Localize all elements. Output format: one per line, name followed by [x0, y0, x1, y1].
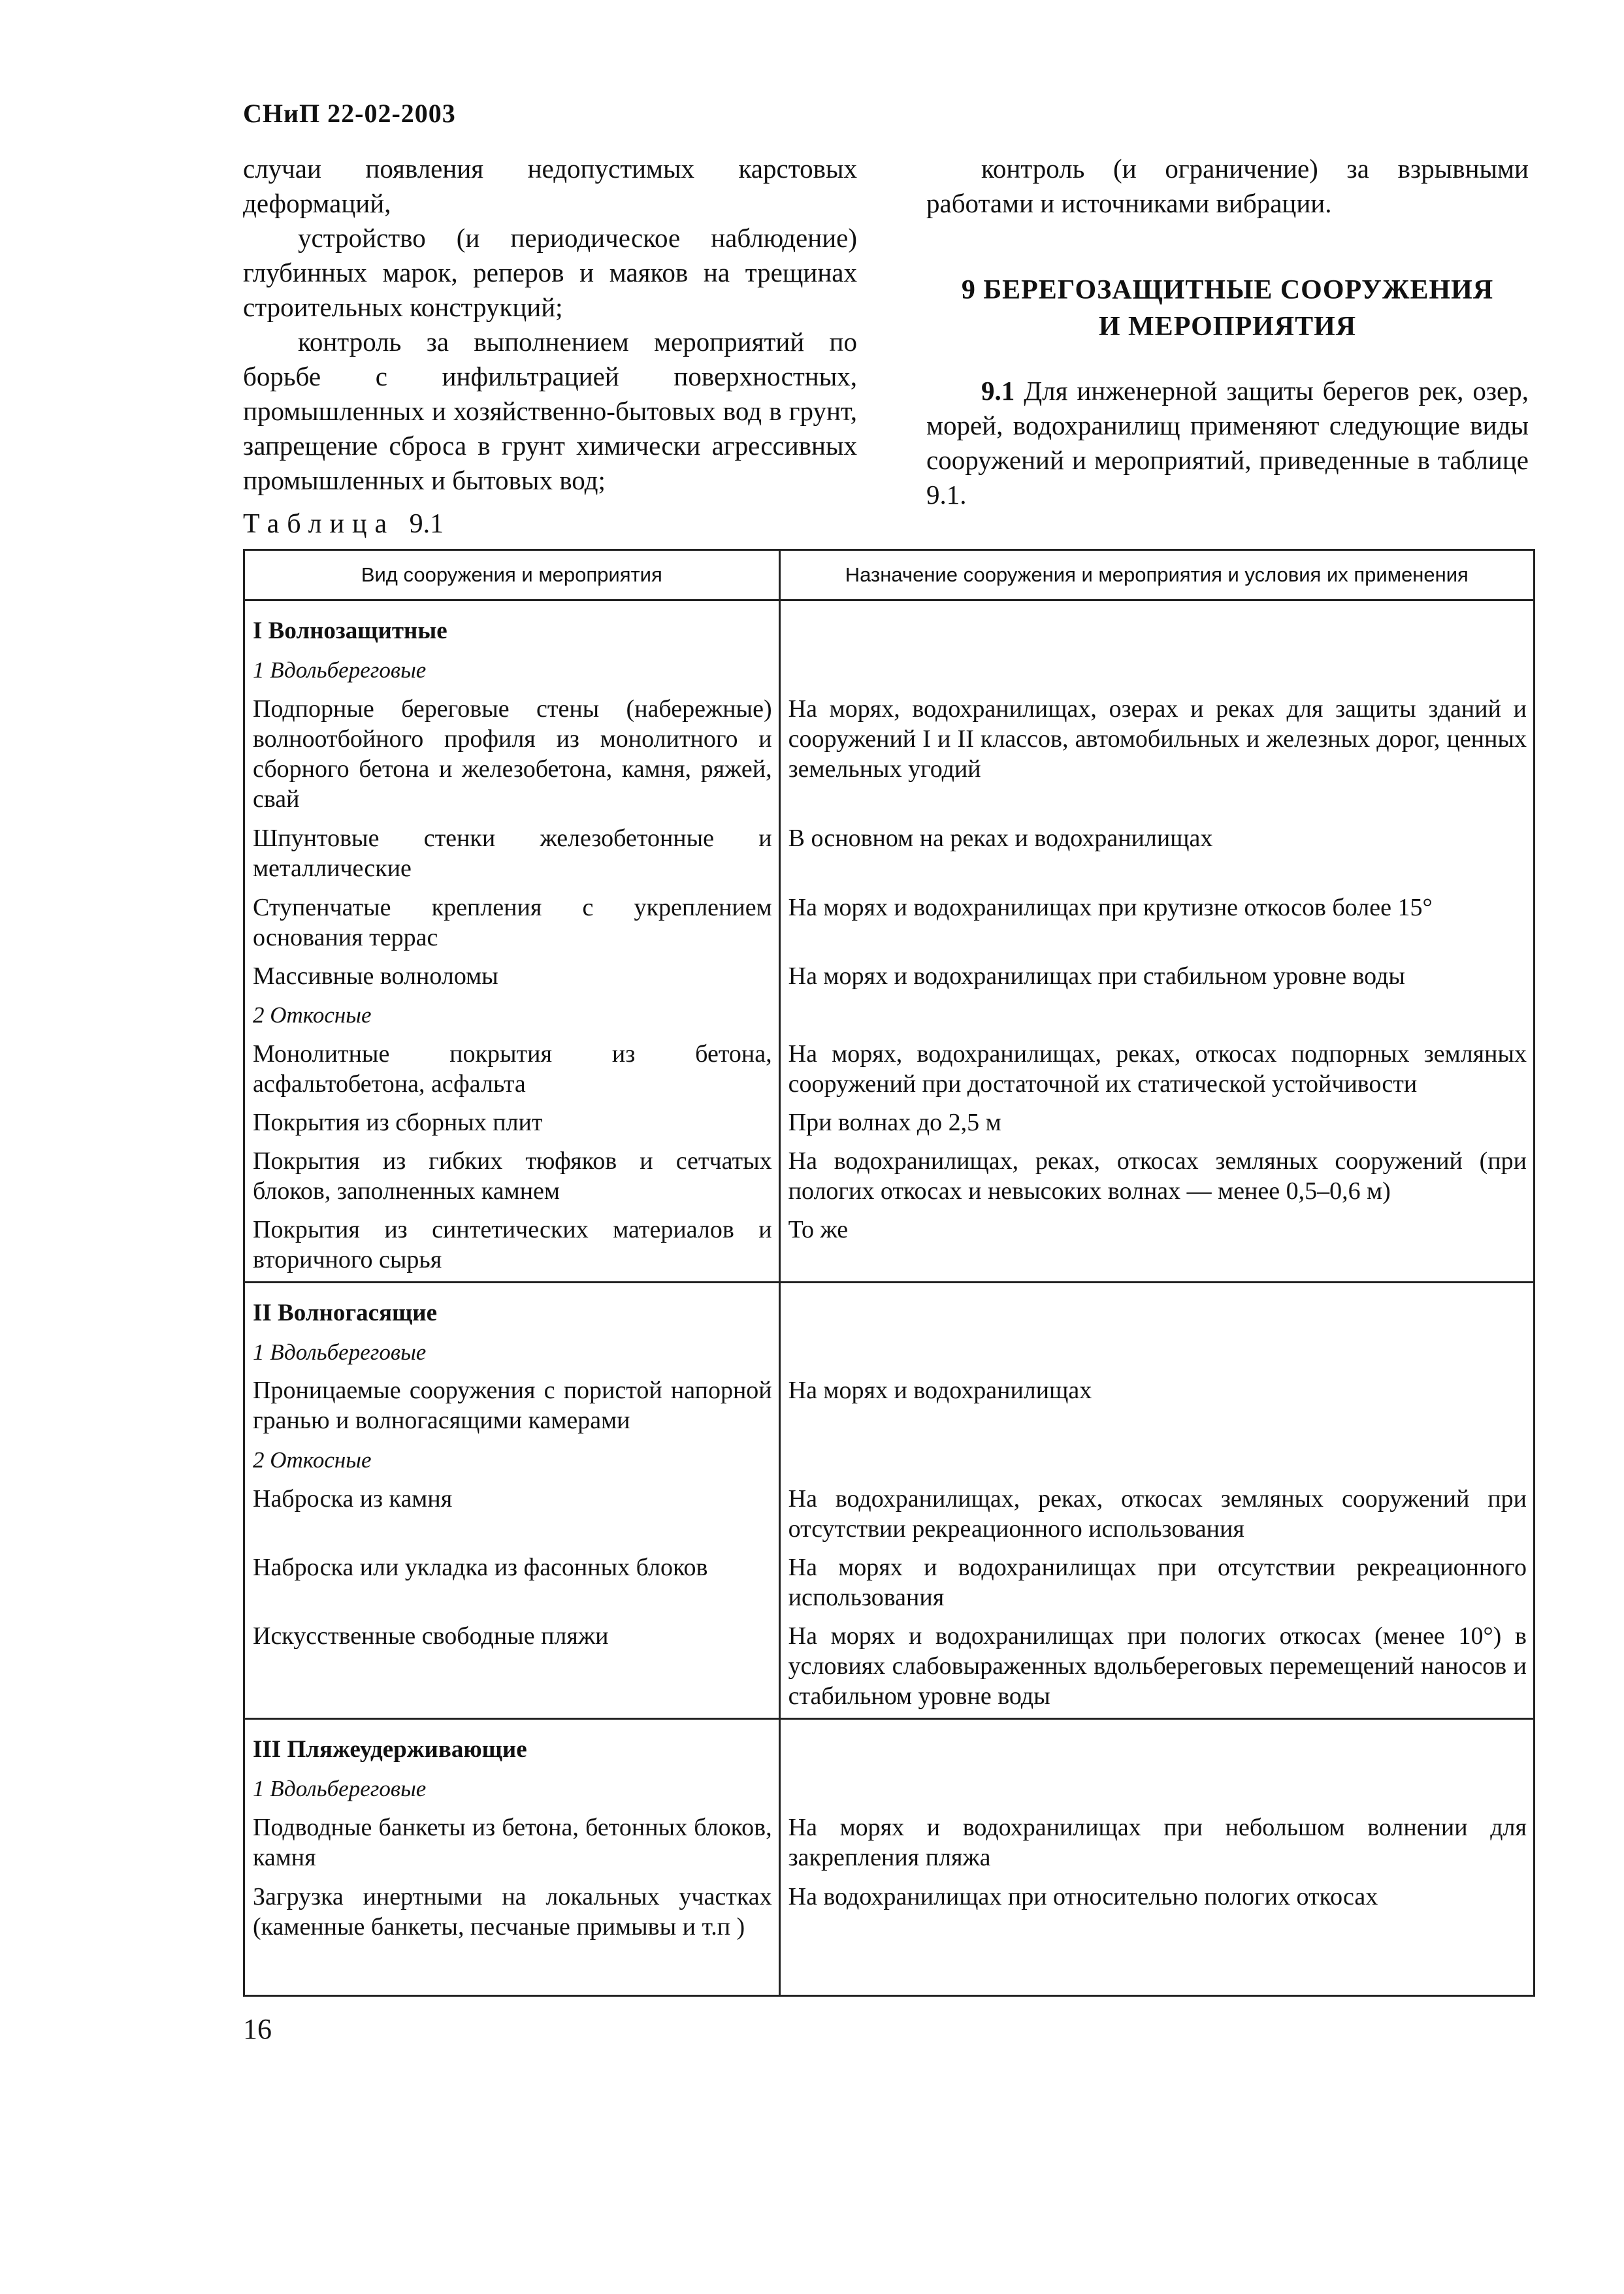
table-caption-word: Таблица	[243, 509, 395, 539]
purpose-cell: На водохранилищах, реках, откосах земляных сооружений при отсутствии рекреационного использования	[779, 1481, 1534, 1550]
group-row	[244, 1282, 1535, 1334]
purpose-cell: На морях и водохранилищах при небольшом волнении для закрепления пляжа	[779, 1810, 1534, 1878]
paragraph: контроль за выполнением мероприятий по борьбе с инфильтрацией поверхностных, промышленных и хозяйственно-бытовых вод в грунт, запрещение сброса в грунт химически агрессивных промышленных и бытовых вод;	[243, 327, 857, 495]
left-text-column	[243, 152, 857, 498]
subgroup-row	[244, 997, 1535, 1036]
structure-type-cell	[244, 1481, 780, 1550]
empty-cell	[779, 1948, 1534, 1996]
table-row	[244, 821, 1535, 889]
subgroup-row	[244, 1334, 1535, 1373]
structure-type-cell	[244, 890, 780, 959]
structure-type: Подводные банкеты из бетона, бетонных блоков, камня	[253, 1814, 772, 1872]
empty-cell	[244, 1948, 780, 1996]
purpose-cell	[779, 1334, 1534, 1373]
table-body	[244, 600, 1535, 1996]
subgroup-row	[244, 652, 1535, 691]
structure-type-cell	[244, 691, 780, 821]
structure-type-cell	[244, 600, 780, 653]
column-header: Назначение сооружения и мероприятия и условия их применения	[779, 550, 1534, 600]
table-row	[244, 959, 1535, 997]
structure-type: Ступенчатые крепления с укреплением основания террас	[253, 893, 772, 951]
purpose-cell: То же	[779, 1212, 1534, 1282]
table-row	[244, 1212, 1535, 1282]
table-row	[244, 1036, 1535, 1105]
clause-9-1	[926, 374, 1529, 512]
structure-type-cell	[244, 1212, 780, 1282]
structure-type-cell	[244, 652, 780, 691]
structure-type: Покрытия из гибких тюфяков и сетчатых блоков, заполненных камнем	[253, 1147, 772, 1205]
subgroup-title: 2 Откосные	[253, 1447, 372, 1473]
structure-type-cell	[244, 1282, 780, 1334]
column-header: Вид сооружения и мероприятия	[244, 550, 780, 600]
structure-type-cell	[244, 1143, 780, 1212]
structure-type: Массивные волноломы	[253, 962, 498, 991]
purpose-cell	[779, 652, 1534, 691]
purpose-cell	[779, 1719, 1534, 1771]
purpose-cell: На морях, водохранилищах, реках, откосах подпорных земляных сооружений при достаточной их статической устойчивости	[779, 1036, 1534, 1105]
table-row	[244, 1373, 1535, 1441]
structure-type: Наброска или укладка из фасонных блоков	[253, 1553, 708, 1581]
subgroup-title: 2 Откосные	[253, 1002, 372, 1028]
table-row	[244, 691, 1535, 821]
structure-type-cell	[244, 1810, 780, 1878]
structure-type-cell	[244, 821, 780, 889]
section-heading	[926, 272, 1529, 345]
structure-type: Покрытия из синтетических материалов и вторичного сырья	[253, 1216, 772, 1274]
table-row	[244, 1550, 1535, 1618]
table-row	[244, 1618, 1535, 1719]
subgroup-title: 1 Вдольбереговые	[253, 1776, 427, 1802]
structure-type: Загрузка инертными на локальных участках (каменные банкеты, песчаные примывы и т.п )	[253, 1882, 772, 1941]
structure-type-cell	[244, 1373, 780, 1441]
structure-type-cell	[244, 1334, 780, 1373]
purpose-cell	[779, 997, 1534, 1036]
purpose-cell: На морях и водохранилищах при пологих откосах (менее 10°) в условиях слабовыраженных вдольбереговых перемещений наносов и стабильном уровне воды	[779, 1618, 1534, 1719]
paragraph: случаи появления недопустимых карстовых деформаций,	[243, 154, 857, 218]
structure-type: Шпунтовые стенки железобетонные и металлические	[253, 825, 772, 883]
structure-type-cell	[244, 1442, 780, 1481]
structure-type-cell	[244, 959, 780, 997]
structure-type-cell	[244, 1036, 780, 1105]
purpose-cell: На морях и водохранилищах	[779, 1373, 1534, 1441]
subgroup-title: 1 Вдольбереговые	[253, 1339, 427, 1365]
structure-type: Искусственные свободные пляжи	[253, 1622, 609, 1650]
subgroup-title: 1 Вдольбереговые	[253, 657, 427, 683]
table-bottom-spacer	[244, 1948, 1535, 1996]
purpose-cell: На морях, водохранилищах, озерах и реках для защиты зданий и сооружений I и II классов, автомобильных и железных дорог, ценных земельных угодий	[779, 691, 1534, 821]
purpose-cell: На водохранилищах, реках, откосах земляных сооружений (при пологих откосах и невысоких волнах — менее 0,5–0,6 м)	[779, 1143, 1534, 1212]
purpose-cell	[779, 1282, 1534, 1334]
page-number: 16	[243, 2013, 272, 2045]
paragraph: контроль (и ограничение) за взрывными работами и источниками вибрации.	[926, 154, 1529, 218]
purpose-cell: На морях и водохранилищах при крутизне откосов более 15°	[779, 890, 1534, 959]
structure-type: Подпорные береговые стены (набережные) волноотбойного профиля из монолитного и сборного бетона и железобетона, камня, ряжей, свай	[253, 695, 772, 813]
purpose-cell	[779, 600, 1534, 653]
structure-type-cell	[244, 1771, 780, 1810]
group-title: III Пляжеудерживающие	[253, 1736, 527, 1763]
group-title: II Волногасящие	[253, 1299, 438, 1326]
section-heading-line: И МЕРОПРИЯТИЯ	[1098, 312, 1357, 342]
structure-type-cell	[244, 1105, 780, 1143]
structure-type-cell	[244, 1879, 780, 1948]
purpose-cell	[779, 1442, 1534, 1481]
structure-type: Монолитные покрытия из бетона, асфальтобетона, асфальта	[253, 1040, 772, 1098]
paragraph: устройство (и периодическое наблюдение) глубинных марок, реперов и маяков на трещинах строительных конструкций;	[243, 223, 857, 322]
group-row	[244, 600, 1535, 653]
table-row	[244, 1481, 1535, 1550]
purpose-cell: При волнах до 2,5 м	[779, 1105, 1534, 1143]
structure-type-cell	[244, 997, 780, 1036]
table-caption	[243, 508, 444, 540]
table-row	[244, 1143, 1535, 1212]
structure-type-cell	[244, 1719, 780, 1771]
table-row	[244, 890, 1535, 959]
subgroup-row	[244, 1442, 1535, 1481]
purpose-cell	[779, 1771, 1534, 1810]
structure-type: Покрытия из сборных плит	[253, 1109, 543, 1137]
structure-type: Проницаемые сооружения с пористой напорной гранью и волногасящими камерами	[253, 1377, 772, 1435]
purpose-cell: На водохранилищах при относительно пологих откосах	[779, 1879, 1534, 1948]
document-code: СНиП 22-02-2003	[243, 99, 456, 128]
table-row	[244, 1810, 1535, 1878]
structures-table	[243, 549, 1535, 1997]
structure-type: Наброска из камня	[253, 1484, 453, 1513]
clause-text: Для инженерной защиты берегов рек, озер, морей, водохранилищ применяют следующие виды сооружений и мероприятий, приведенные в таблице 9.1.	[926, 376, 1529, 510]
subgroup-row	[244, 1771, 1535, 1810]
purpose-cell: На морях и водохранилищах при отсутствии рекреационного использования	[779, 1550, 1534, 1618]
purpose-cell: На морях и водохранилищах при стабильном уровне воды	[779, 959, 1534, 997]
table-row	[244, 1105, 1535, 1143]
section-heading-line: 9 БЕРЕГОЗАЩИТНЫЕ СООРУЖЕНИЯ	[961, 275, 1494, 305]
purpose-cell: В основном на реках и водохранилищах	[779, 821, 1534, 889]
right-text-column	[926, 152, 1529, 512]
table-header-row	[244, 550, 1535, 600]
structure-type-cell	[244, 1550, 780, 1618]
table-caption-number: 9.1	[409, 509, 444, 539]
group-row	[244, 1719, 1535, 1771]
structure-type-cell	[244, 1618, 780, 1719]
clause-number: 9.1	[981, 376, 1015, 406]
group-title: I Волнозащитные	[253, 617, 447, 644]
table-row	[244, 1879, 1535, 1948]
